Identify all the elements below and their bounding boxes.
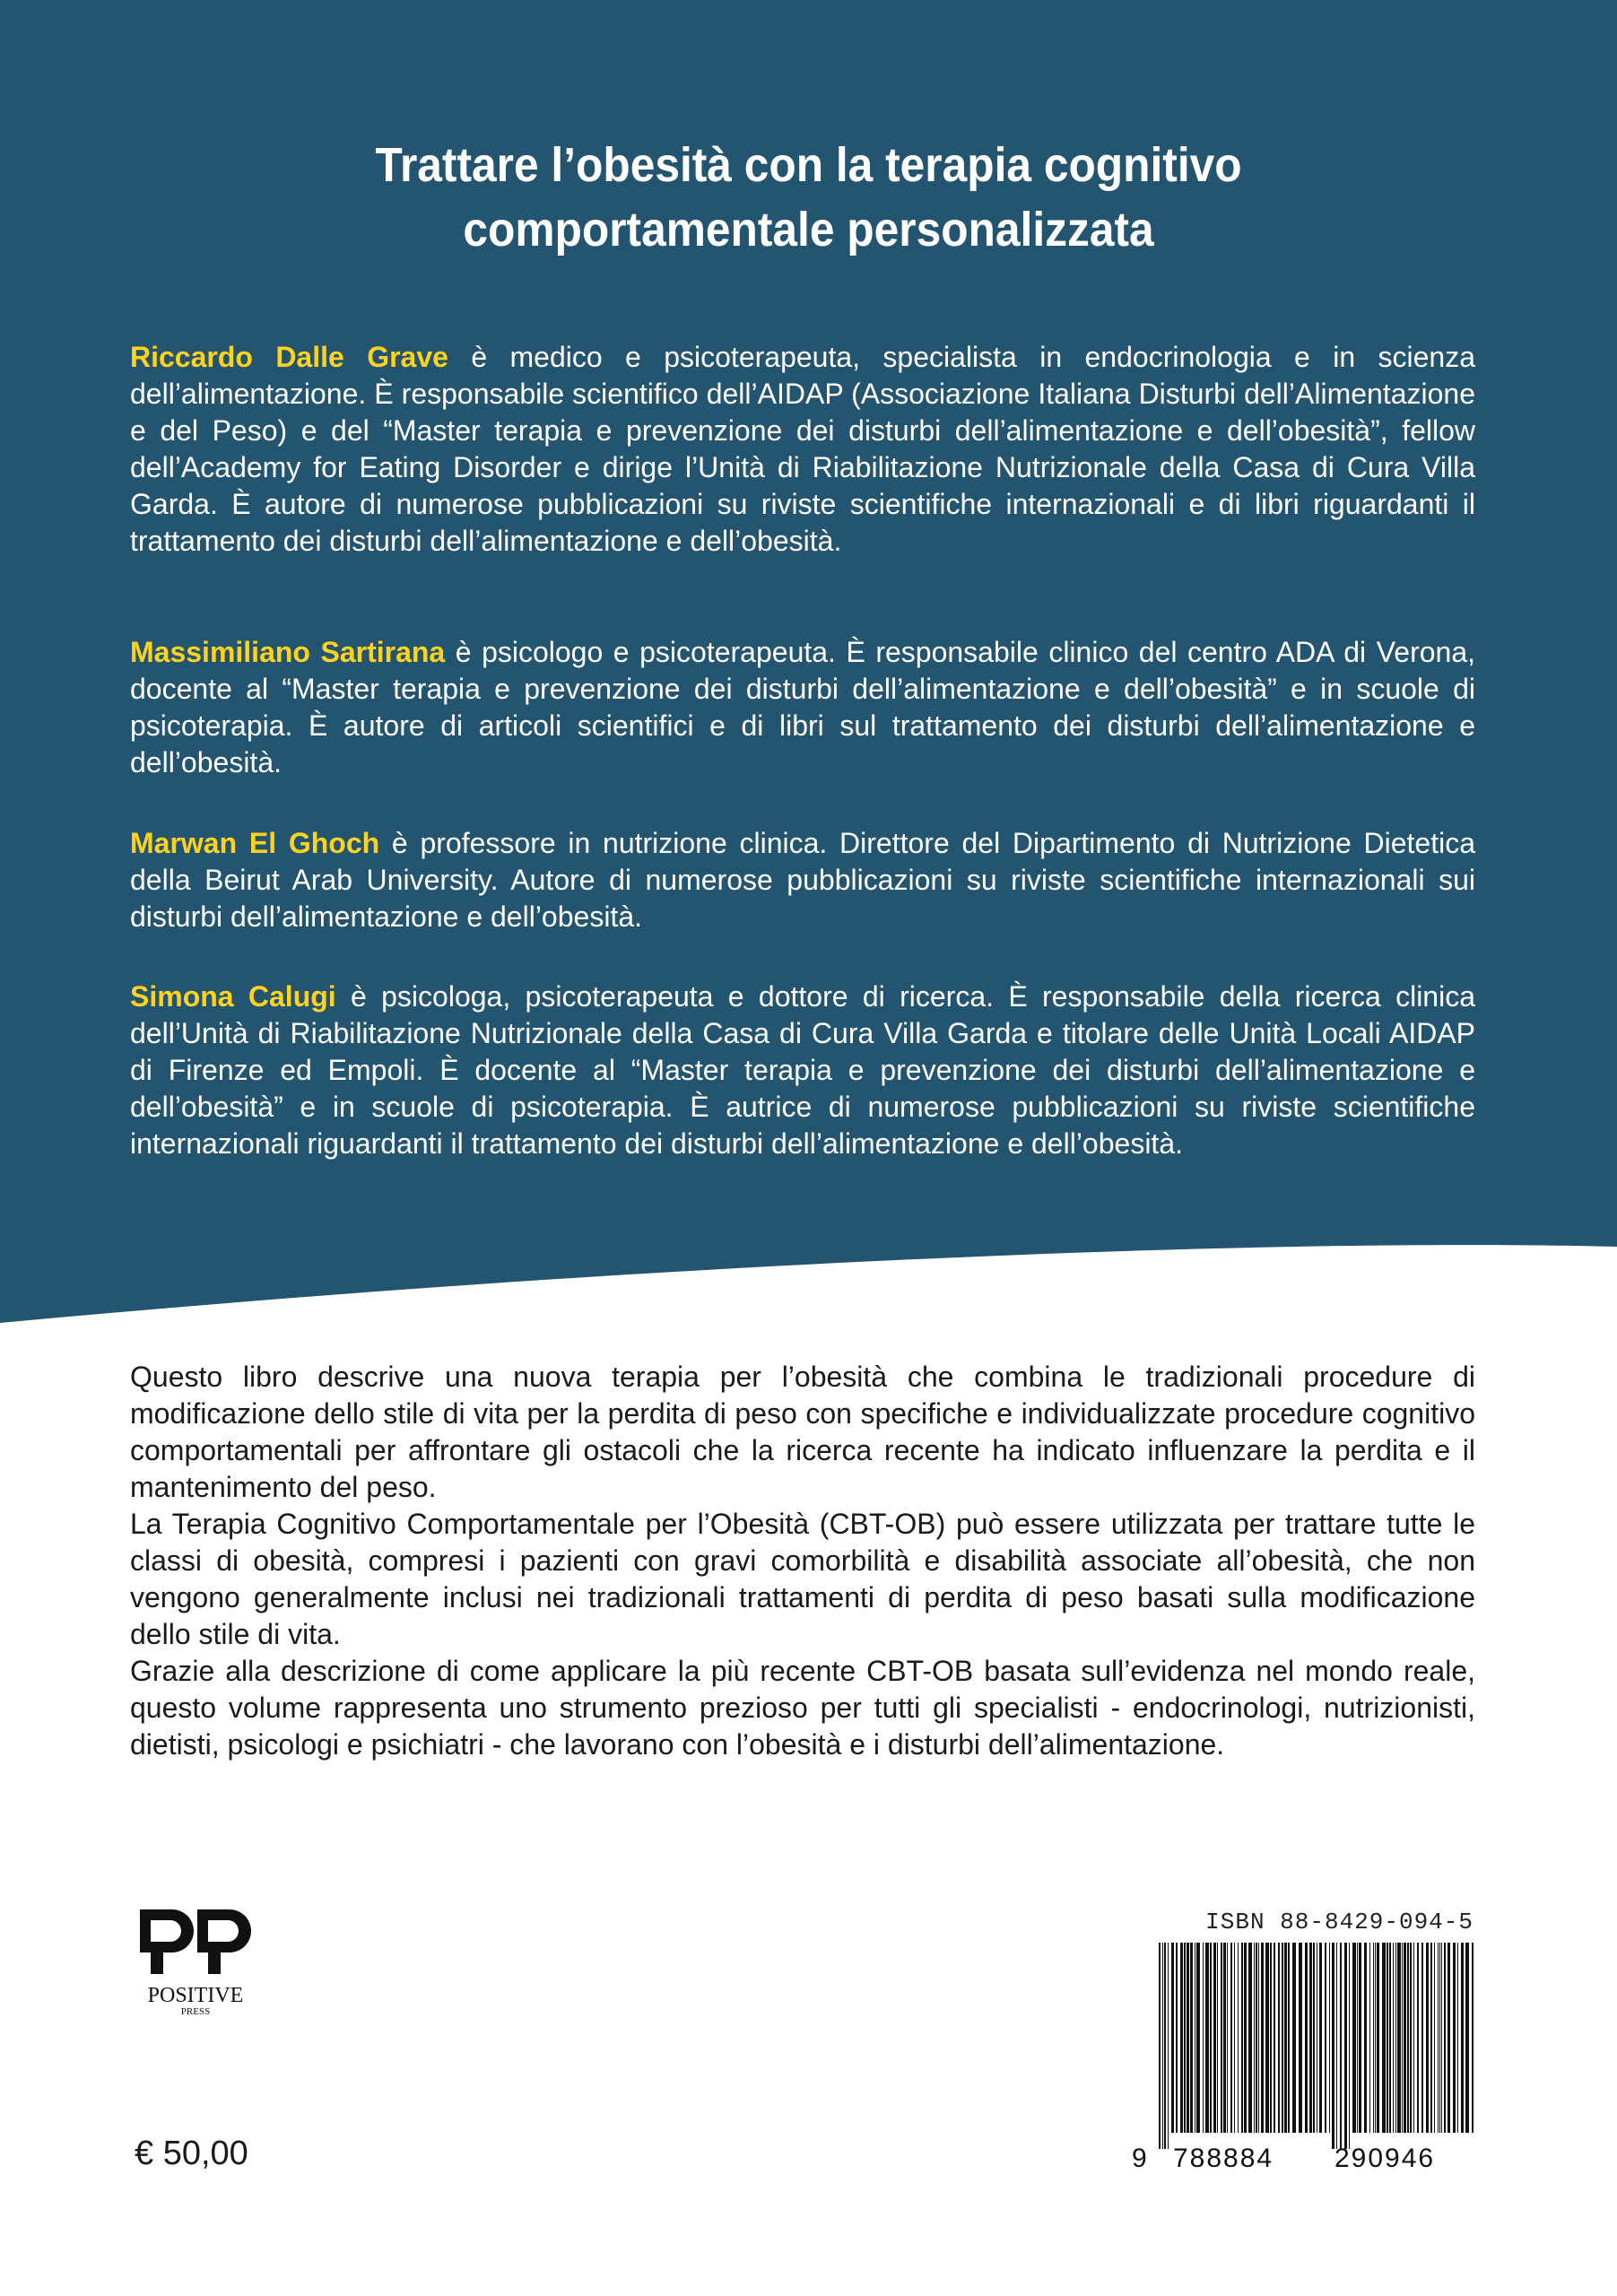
barcode-bar [1447, 1943, 1450, 2133]
barcode-bar [1410, 1943, 1412, 2133]
author-bio-text: è medico e psicoterapeuta, specialista in endocrinologia e in scienza dell’alimentazione. È responsabile scientifico dell’AIDAP (Associazione Italiana Disturbi dell’Alimentazione e del Peso) e del “Master terapia e prevenzione dei disturbi dell’alimentazione e dell’obesità”, fellow dell’Academy for Eating Disorder e dirige l’Unità di Riabilitazione Nutrizionale della Casa di Cura Villa Garda. È autore di numerose pubblicazioni su riviste scientifiche internazionali e di libri riguardanti il trattamento dei disturbi dell’alimentazione e dell’obesità. [130, 341, 1476, 557]
author-bio-1 [130, 339, 1475, 560]
barcode-bar [1357, 1943, 1358, 2133]
barcode-bar [1234, 1943, 1235, 2133]
barcode-bar [1389, 1943, 1391, 2133]
barcode-bar [1187, 1943, 1189, 2133]
barcode-bar [1393, 1943, 1394, 2133]
barcode-bar [1223, 1943, 1226, 2133]
barcode-bar [1407, 1943, 1409, 2133]
barcode-bar [1217, 1943, 1218, 2133]
barcode-bar [1227, 1943, 1228, 2133]
barcode-bar [1340, 1943, 1342, 2149]
barcode-bar [1369, 1943, 1370, 2133]
barcode-bar [1309, 1943, 1312, 2133]
publisher-logo [133, 1906, 258, 2017]
barcode-bar [1404, 1943, 1406, 2133]
barcode-bar [1244, 1943, 1247, 2133]
author-name: Massimiliano Sartirana [130, 636, 446, 668]
barcode-bar [1349, 1943, 1350, 2149]
barcode-bar [1221, 1943, 1222, 2133]
barcode-bar [1210, 1943, 1212, 2133]
barcode-bar [1284, 1943, 1287, 2133]
price-label: € 50,00 [135, 2135, 248, 2172]
barcode-bar [1373, 1943, 1374, 2133]
barcode-bar [1176, 1943, 1178, 2133]
barcode-bar [1441, 1943, 1442, 2133]
barcode-bar [1375, 1943, 1376, 2133]
author-name: Marwan El Ghoch [130, 827, 380, 859]
author-name: Simona Calugi [130, 980, 336, 1013]
author-name: Riccardo Dalle Grave [130, 341, 448, 373]
barcode-bar [1241, 1943, 1243, 2133]
barcode-bar [1430, 1943, 1432, 2133]
barcode-bar [1278, 1943, 1280, 2133]
barcode-bar [1461, 1943, 1464, 2133]
barcode-bar [1325, 1943, 1326, 2133]
publisher-sub: PRESS [180, 2006, 211, 2017]
barcode-bar [1438, 1943, 1439, 2133]
barcode-bar [1387, 1943, 1388, 2133]
barcode-bar [1274, 1943, 1275, 2133]
barcode-bar [1439, 1943, 1440, 2133]
barcode-bar [1453, 1943, 1456, 2133]
description-paragraph: Questo libro descrive una nuova terapia per l’obesità che combina le tradizionali procedure di modificazione dello stile di vita per la perdita di peso con specifiche e individualizzate procedure cognitivo comportamentali per affrontare gli ostacoli che la ricerca recente ha indicato influenzare la perdita e il mantenimento del peso. [130, 1361, 1475, 1503]
barcode-bar [1230, 1943, 1232, 2133]
barcode-bar [1305, 1943, 1308, 2133]
barcode-first-digit: 9 [1132, 2144, 1147, 2173]
barcode-bar [1421, 1943, 1423, 2133]
barcode-bar [1377, 1943, 1379, 2133]
barcode-bar [1413, 1943, 1414, 2133]
barcode-bar [1395, 1943, 1396, 2133]
author-bio-2 [130, 634, 1475, 781]
description-paragraph: La Terapia Cognitivo Comportamentale per l’Obesità (CBT-OB) può essere utilizzata per trattare tutte le classi di obesità, compresi i pazienti con gravi comorbilità e disabilità associate all’obesità, che non vengono generalmente inclusi nei tradizionali trattamenti di perdita di peso basati sulla modificazione dello stile di vita. [130, 1508, 1475, 1650]
barcode-bar [1238, 1943, 1239, 2133]
barcode-bar [1329, 1943, 1330, 2133]
barcode-bar [1397, 1943, 1401, 2133]
barcode-bar [1434, 1943, 1435, 2133]
barcode-bar [1319, 1943, 1322, 2133]
barcode-bar [1203, 1943, 1204, 2133]
barcode-bar [1417, 1943, 1419, 2133]
barcode-bar [1344, 1943, 1347, 2149]
isbn-label: ISBN 88-8429-094-5 [1205, 1909, 1474, 1935]
barcode-bar [1465, 1943, 1469, 2133]
barcode-bar [1457, 1943, 1458, 2133]
barcode-bar [1426, 1943, 1429, 2133]
barcode-bar [1261, 1943, 1264, 2133]
barcode-bar [1168, 1943, 1169, 2149]
barcode-bar [1402, 1943, 1403, 2133]
author-bio-text: è psicologa, psicoterapeuta e dottore di ricerca. È responsabile della ricerca clinica dell’Unità di Riabilitazione Nutrizionale della Casa di Cura Villa Garda e titolare delle Unità Locali AIDAP di Firenze ed Empoli. È docente al “Master terapia e prevenzione dei disturbi dell’alimentazione e dell’obesità” e in scuole di psicoterapia. È autrice di numerose pubblicazioni su riviste scientifiche internazionali riguardanti il trattamento dei disturbi dell’alimentazione e dell’obesità. [130, 980, 1476, 1160]
barcode-bar [1213, 1943, 1216, 2133]
barcode-bar [1299, 1943, 1302, 2133]
barcode-bar [1256, 1943, 1257, 2133]
barcode-bar [1254, 1943, 1255, 2133]
publisher-name: POSITIVE [147, 1984, 244, 2007]
book-title-line-2: comportamentale personalizzata [463, 203, 1154, 257]
barcode-left-digits: 788884 [1173, 2144, 1274, 2173]
barcode-bar [1313, 1943, 1315, 2133]
barcode-bar [1164, 1943, 1166, 2149]
barcode-bar [1359, 1943, 1361, 2133]
barcode-bar [1292, 1943, 1296, 2133]
barcode-bar [1282, 1943, 1283, 2133]
barcode-bar [1288, 1943, 1290, 2133]
book-title [65, 133, 1552, 262]
author-bio-text: è psicologo e psicoterapeuta. È responsabile clinico del centro ADA di Verona, docente al “Master terapia e prevenzione dei disturbi dell’alimentazione e dell’obesità” e in scuole di psicoterapia. È autore di articoli scientifici e di libri sul trattamento dei disturbi dell’alimentazione e dell’obesità. [130, 636, 1476, 778]
barcode-bar [1196, 1943, 1200, 2133]
barcode-bar [1248, 1943, 1252, 2133]
barcode-bar [1332, 1943, 1334, 2149]
author-bio-3 [130, 825, 1475, 935]
barcode-bar [1159, 1943, 1161, 2149]
barcode-bar [1258, 1943, 1259, 2133]
barcode-bar [1352, 1943, 1356, 2133]
book-description [130, 1359, 1475, 1763]
barcode-bar [1180, 1943, 1183, 2133]
author-bio-4 [130, 978, 1475, 1162]
barcode-bar [1184, 1943, 1186, 2133]
barcode-bar [1382, 1943, 1386, 2133]
double-p-logo-icon [133, 1906, 258, 1978]
barcode-image [1157, 1943, 1475, 2149]
barcode-bar [1336, 1943, 1337, 2149]
barcode-bar [1162, 1943, 1163, 2149]
barcode-bar [1472, 1943, 1474, 2133]
book-title-line-1: Trattare l’obesità con la terapia cognitivo [375, 138, 1242, 192]
barcode-bar [1364, 1943, 1367, 2133]
barcode-bar [1444, 1943, 1446, 2133]
barcode-bar [1270, 1943, 1272, 2133]
barcode-bar [1265, 1943, 1269, 2133]
barcode-bar [1171, 1943, 1174, 2133]
description-paragraph: Grazie alla descrizione di come applicare la più recente CBT-OB basata sull’evidenza nel mondo reale, questo volume rappresenta uno strumento prezioso per tutti gli specialisti - endocrinologi, nutrizionisti, dietisti, psicologi e psichiatri - che lavorano con l’obesità e i disturbi dell’alimentazione. [130, 1655, 1475, 1761]
author-bio-text: è professore in nutrizione clinica. Direttore del Dipartimento di Nutrizione Dietetica della Beirut Arab University. Autore di numerose pubblicazioni su riviste scientifiche internazionali sui disturbi dell’alimentazione e dell’obesità. [130, 827, 1476, 933]
barcode-bar [1190, 1943, 1193, 2133]
barcode-bar [1205, 1943, 1209, 2133]
barcode-right-digits: 290946 [1334, 2144, 1436, 2173]
